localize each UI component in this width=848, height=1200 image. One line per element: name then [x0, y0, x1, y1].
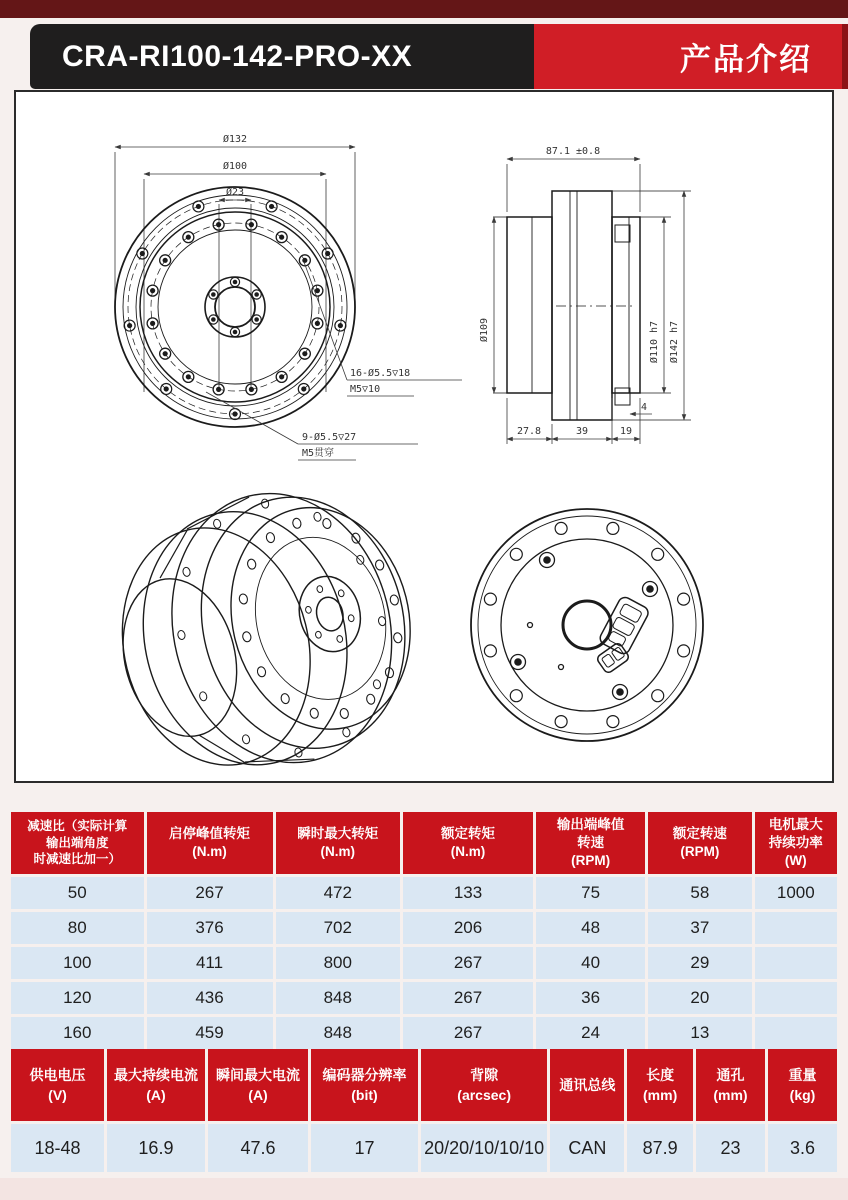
cell-length: 87.9 — [627, 1124, 693, 1172]
bottom-pink-band — [0, 1178, 848, 1200]
side-dim-notch-label: 4 — [640, 402, 648, 413]
spec-row-120: 120 436 848 267 36 20 — [11, 982, 837, 1014]
param-header-peak-current: 瞬间最大电流 (A) — [208, 1049, 308, 1121]
param-values-row — [11, 1124, 837, 1172]
front-callout-bottom-line1: 9-Ø5.5▽27 — [302, 432, 357, 443]
spec-row-100: 100 411 800 267 40 29 — [11, 947, 837, 979]
front-dim-bore-label: Ø23 — [225, 187, 245, 198]
front-screw-ring-16 — [147, 219, 323, 395]
side-dim-bottom-right-label: 19 — [619, 426, 633, 437]
param-header-backlash: 背隙 (arcsec) — [421, 1049, 548, 1121]
spec-header-peak-speed: 输出端峰值 转速 (RPM) — [536, 812, 645, 874]
side-dim-bottom-mid-label: 39 — [575, 426, 589, 437]
technical-drawings — [16, 92, 832, 780]
iso-rim-holes — [151, 478, 413, 778]
top-maroon-strip — [0, 0, 848, 18]
side-dim-bottom-left-label: 27.8 — [516, 426, 542, 437]
spec-table-header-row — [11, 812, 837, 874]
side-dim-left-label: Ø109 — [479, 317, 490, 343]
front-callout-bottom-line2: M5贯穿 — [302, 448, 335, 459]
front-dim-outer-label: Ø132 — [222, 134, 248, 145]
section-badge-label: 产品介绍 — [680, 42, 812, 77]
back-view-drawing — [471, 509, 703, 741]
spec-header-motor-power: 电机最大 持续功率 (W) — [755, 812, 837, 874]
cell-bus: CAN — [550, 1124, 624, 1172]
cell-cont-current: 16.9 — [107, 1124, 205, 1172]
back-rim-holes — [484, 522, 689, 727]
param-header-length: 长度 (mm) — [627, 1049, 693, 1121]
cell-through-hole: 23 — [696, 1124, 765, 1172]
front-callout-top-line1: 16-Ø5.5▽18 — [350, 368, 411, 379]
back-screw-holes — [511, 553, 658, 700]
page-title: CRA-RI100-142-PRO-XX — [62, 39, 413, 73]
front-callout-top-line2: M5▽10 — [350, 384, 381, 395]
spec-header-rated-speed: 额定转速 (RPM) — [648, 812, 751, 874]
front-view-drawing — [115, 133, 462, 460]
cell-weight: 3.6 — [768, 1124, 837, 1172]
spec-row-50: 50 267 472 133 75 58 1000 — [11, 877, 837, 909]
side-dim-width-label: 87.1 ±0.8 — [545, 146, 601, 157]
side-dim-right-outer-label: Ø142 h7 — [669, 320, 680, 364]
param-header-through-hole: 通孔 (mm) — [696, 1049, 765, 1121]
spec-row-160: 160 459 848 267 24 13 — [11, 1017, 837, 1049]
drawing-panel — [14, 90, 834, 783]
side-dim-right-inner-label: Ø110 h7 — [649, 320, 660, 364]
page-header — [0, 24, 848, 89]
param-header-encoder: 编码器分辨率 (bit) — [311, 1049, 418, 1121]
model-title-bar — [30, 24, 534, 89]
param-header-voltage: 供电电压 (V) — [11, 1049, 104, 1121]
spec-row-80: 80 376 702 206 48 37 — [11, 912, 837, 944]
spec-header-rated-torque: 额定转矩 (N.m) — [403, 812, 533, 874]
cell-ratio-50: 50 — [11, 877, 144, 909]
param-header-weight: 重量 (kg) — [768, 1049, 837, 1121]
spec-header-ratio-line3: 时减速比加一） — [33, 852, 121, 867]
param-table — [8, 1046, 840, 1175]
section-badge — [534, 24, 848, 89]
param-table-header-row — [11, 1049, 837, 1121]
isometric-view-drawing — [93, 465, 439, 780]
spec-header-ratio-line2: 输出端角度 — [45, 835, 109, 850]
spec-header-max-torque: 瞬时最大转矩 (N.m) — [276, 812, 400, 874]
cell-peak-current: 47.6 — [208, 1124, 308, 1172]
param-header-bus: 通讯总线 — [550, 1049, 624, 1121]
spec-table — [8, 809, 840, 1052]
iso-face-holes — [218, 499, 423, 738]
front-hub-screws — [209, 277, 262, 336]
param-header-cont-current: 最大持续电流 (A) — [107, 1049, 205, 1121]
cell-voltage: 18-48 — [11, 1124, 104, 1172]
spec-header-ratio-line1: 减速比（实际计算 — [27, 818, 128, 833]
cell-backlash: 20/20/10/10/10 — [421, 1124, 548, 1172]
spec-header-peak-torque: 启停峰值转矩 (N.m) — [147, 812, 273, 874]
side-view-drawing — [478, 146, 691, 444]
spec-header-ratio — [11, 812, 144, 874]
front-dim-mid-label: Ø100 — [222, 161, 248, 172]
cell-encoder: 17 — [311, 1124, 418, 1172]
front-hole-ring-9 — [124, 201, 346, 420]
